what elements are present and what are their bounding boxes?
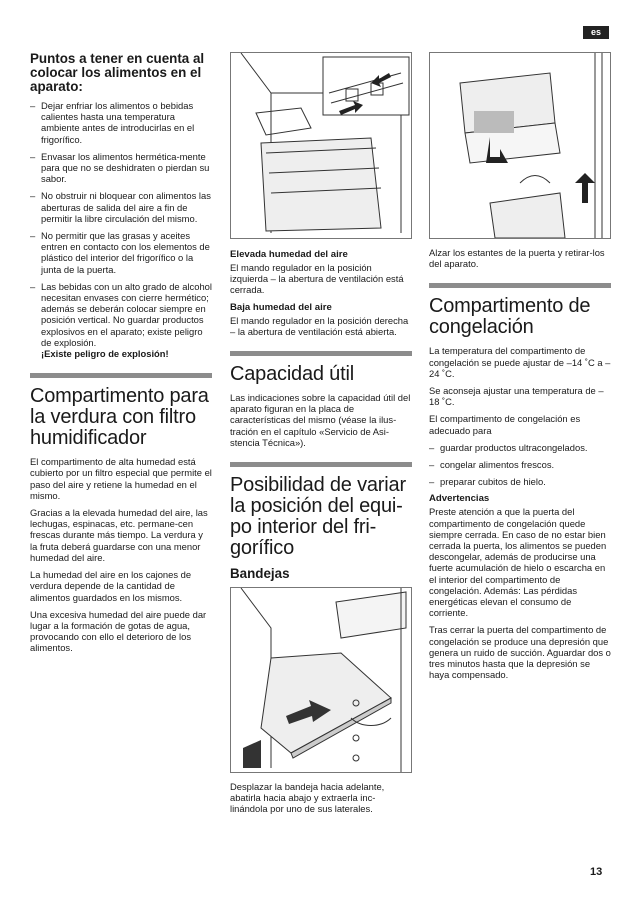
section-divider [230,351,412,356]
warning-paragraph: Tras cerrar la puerta del compartimento de congelación se produce una depresión que genera un ruido de succión. Aguardar dos o tres minutos hasta que la depresión se haya compensado. [429,624,611,681]
tips-heading: Puntos a tener en cuenta al colocar los alimentos en el aparato: [30,51,205,94]
shelves-subheading: Bandejas [230,566,290,582]
column-middle [230,52,412,821]
paragraph: El compartimento de alta humedad está cubierto por un filtro especial que permite el paso del aire y retiene la humedad en el mismo. [30,456,212,501]
low-humidity-text: El mando regulador en la posición derecha – la abertura de ventilación está abierta. [230,314,409,337]
shelf-removal-illustration [230,587,412,773]
section-divider [230,462,412,467]
warnings-title: Advertencias [429,493,490,505]
high-humidity-title: Elevada humedad del aire [230,249,348,260]
door-shelf-caption: Alzar los estantes de la puerta y retirar-los del aparato. [429,247,605,270]
shelf-caption: Desplazar la bandeja hacia adelante, abatirla hacia abajo y extraerla inc-linándola por uno de sus laterales. [230,781,385,815]
high-humidity-text: El mando regulador en la posición izquierda – la abertura de ventilación está cerrada. [230,262,404,296]
paragraph: La temperatura del compartimento de congelación se puede ajustar de –14 ˚C a –24 ˚C. [429,345,611,379]
page-number: 13 [590,866,603,878]
warning-paragraph: Preste atención a que la puerta del compartimento de congelación quede siempre cerrada. En caso de no estar bien cerrada la puerta, los alimentos se pueden descongelar, además de producirse una fuerte acumulación de hielo o escarcha en el interior del compartimento de congelación. Además: Las pérdidas energéticas elevan el consumo de corriente. [429,506,607,619]
paragraph: Gracias a la elevada humedad del aire, las lechugas, espinacas, etc. permane-cen frescas durante más tiempo. La verdura y la fruta deberá guardarse con una menor humedad del aire. [30,507,208,563]
language-tab: es [583,26,609,39]
paragraph: La humedad del aire en los cajones de verdura depende de la cantidad de alimentos guardados en los mismos. [30,569,192,603]
section-title-verdura: Compartimento para la verdura con filtro humidificador [30,385,209,450]
explosion-warning: ¡Existe peligro de explosión! [41,348,169,360]
column-right [429,52,611,686]
door-shelf-illustration [429,52,611,239]
list-item: – Las bebidas con un alto grado de alcohol necesitan envases con cierre hermético; además se deberán colocar siempre en posición vertical. No guardar productos explosivos en el aparato; existe peligro de explosión. ¡Existe peligro de explosión! [30,280,212,360]
section-title-capacidad: Capacidad útil [230,363,354,386]
section-divider [30,373,212,378]
list-item: – No permitir que las grasas y aceites entren en contacto con los elementos de plástico del interior del frigorífico o la junta de la puerta. [30,230,210,275]
section-title-congelacion: Compartimento de congelación [429,295,591,339]
paragraph: El compartimento de congelación es adecuado para [429,413,581,436]
list-item: – No obstruir ni bloquear con alimentos las aberturas de salida del aire a fin de permitir la libre circulación del mismo. [30,190,211,224]
section-title-variar: Posibilidad de variar la posición del equi-po interior del fri-gorífico [230,474,406,560]
list-item: – congelar alimentos frescos. [429,459,555,471]
list-item: – Envasar los alimentos hermética-mente para que no se deshidraten o pierdan su sabor. [30,150,210,185]
list-item: – guardar productos ultracongelados. [429,441,588,453]
paragraph: Una excesiva humedad del aire puede dar lugar a la formación de gotas de agua, provocando con ello el deterioro de los alimentos. [30,608,207,654]
paragraph: Se aconseja ajustar una temperatura de –18 ˚C. [429,385,604,408]
vegetable-drawer-illustration [230,52,412,239]
list-item: – preparar cubitos de hielo. [429,476,546,488]
low-humidity-title: Baja humedad del aire [230,301,332,313]
section-divider [429,283,611,288]
column-left [30,52,212,660]
capacity-text: Las indicaciones sobre la capacidad útil del aparato figuran en la placa de características del mismo (véase la ilus-tración en el capítulo «Servicio de Asi-stencia Técnica»). [230,392,411,448]
list-item: – Dejar enfriar los alimentos o bebidas calientes hasta una temperatura ambiente antes de introducirlas en el frigorífico. [30,100,195,145]
